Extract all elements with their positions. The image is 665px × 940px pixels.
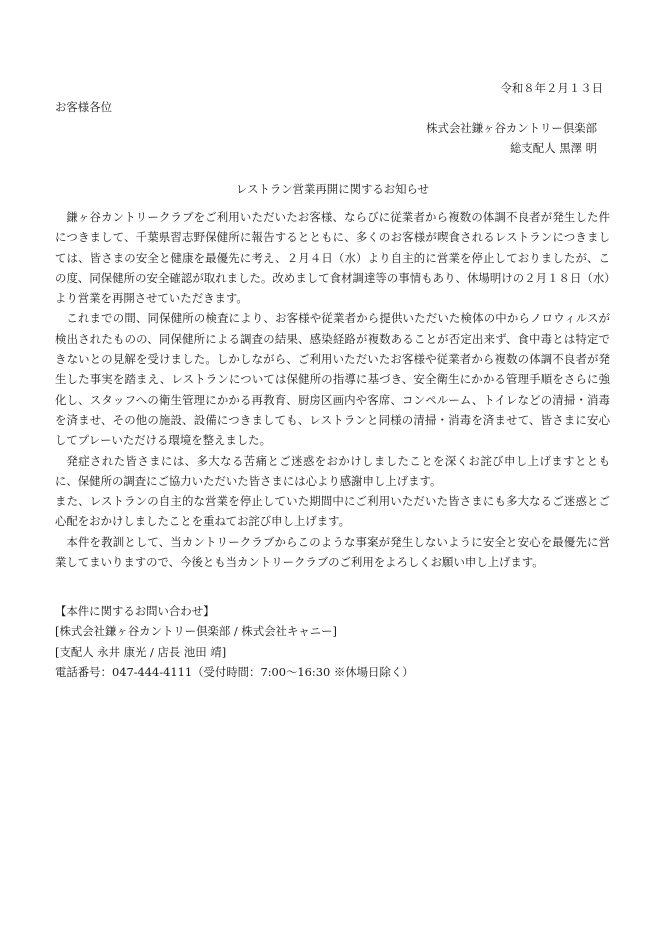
contact-phone: 電話番号：047-444-4111（受付時間：7:00～16:30 ※休場日除く） [55, 664, 414, 679]
sender-company: 株式会社鎌ヶ谷カントリー倶楽部 [426, 121, 597, 135]
notice-body [55, 207, 610, 572]
notice-date: 令和８年２月１３日 [500, 81, 603, 95]
body-paragraph: 鎌ヶ谷カントリークラブをご利用いただいたお客様、ならびに従業者から複数の体調不良者が発生した件につきまして、千葉県習志野保健所に報告するとともに、多くのお客様が喫食されるレストランにつきましては、皆さまの安全と健康を最優先に考え、２月４日（水）より自主的に営業を停止しておりましたが、この度、同保健所の安全確認が取れました。改めまして食材調達等の事情もあり、休場明けの２月１８日（水）より営業を再開させていただきます。 [55, 210, 610, 306]
body-paragraph: 本件を教訓として、当カントリークラブからこのような事案が発生しないように安全と安心を最優先に営業してまいりますので、今後とも当カントリークラブのご利用をよろしくお願い申し上げます。 [55, 534, 610, 570]
contact-companies: [株式会社鎌ヶ谷カントリー倶楽部 / 株式会社キャニー] [55, 624, 337, 639]
body-paragraph: これまでの間、同保健所の検査により、お客様や従業者から提供いただいた検体の中からノロウィルスが検出されたものの、同保健所による調査の結果、感染経路が複数あることが否定出来ず、食中毒とは特定できないとの見解を受けました。しかしながら、ご利用いただいたお客様や従業者から複数の体調不良者が発生した事実を踏まえ、レストランについては保健所の指導に基づき、安全衛生にかかる管理手順をさらに強化し、スタッフへの衛生管理にかかる再教育、厨房区画内や客席、コンペルーム、トイレなどの清掃・消毒を済ませ、その他の施設、設備につきましても、レストランと同様の清掃・消毒を済ませて、皆さまに安心してプレーいただける環境を整えました。 [55, 311, 610, 448]
body-paragraph: また、レストランの自主的な営業を停止していた期間中にご利用いただいた皆さまにも多大なるご迷惑とご心配をおかけしましたことを重ねてお詫び申し上げます。 [55, 494, 610, 529]
salutation: お客様各位 [55, 100, 112, 114]
notice-title: レストラン営業再開に関するお知らせ [236, 182, 429, 196]
body-paragraph: 発症された皆さまには、多大なる苦痛とご迷惑をおかけしましたことを深くお詫び申し上げますとともに、保健所の調査にご協力いただいた皆さまには心より感謝申し上げます。 [55, 453, 610, 488]
contact-persons: [支配人 永井 康光 / 店長 池田 靖] [55, 644, 227, 659]
contact-heading: 【本件に関するお問い合わせ】 [55, 604, 215, 618]
contact-block [55, 601, 414, 682]
sender-block [426, 118, 597, 158]
sender-person: 総支配人 黒澤 明 [510, 141, 597, 155]
